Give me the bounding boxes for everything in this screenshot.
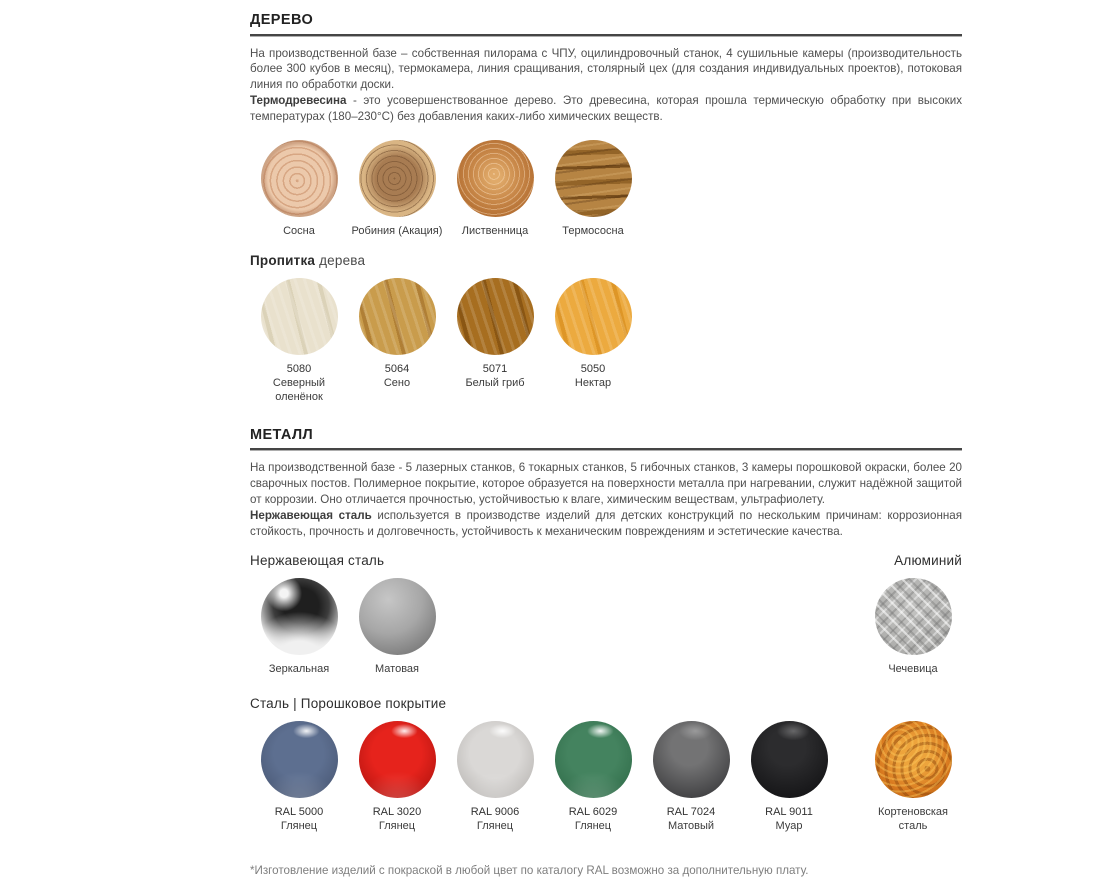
swatch-label	[447, 362, 543, 391]
swatch-label: Лиственница	[461, 224, 529, 237]
section-rule	[250, 34, 962, 37]
thermo-rest: - это усовершенствованное дерево. Это древесина, которая прошла термическую обработку при высоких температурах (180–230°C) без добавления каких-либо химических веществ.	[250, 94, 962, 123]
stain-name: Северный оленёнок	[272, 376, 326, 404]
stain-name: Сено	[383, 376, 411, 389]
wood-species-row	[250, 140, 962, 238]
metal-steel-text	[250, 508, 962, 540]
swatch-label	[251, 362, 347, 405]
ral-6029-sphere	[555, 721, 632, 798]
stain-5071-image	[457, 278, 534, 355]
ral-finish: Глянец	[378, 820, 416, 833]
stain-code: 5064	[384, 362, 410, 375]
swatch-label	[251, 805, 347, 834]
larch-cut-image	[457, 140, 534, 217]
corten-name-line1: Кортеновская	[878, 805, 948, 818]
corten-name-line2: сталь	[898, 820, 928, 833]
aluminum-swatch-lentil	[864, 578, 962, 676]
stain-code: 5071	[482, 362, 508, 375]
ral-code: RAL 5000	[274, 805, 324, 818]
stain-title-light: дерева	[315, 253, 366, 269]
ral-swatch-9006	[446, 721, 544, 834]
ral-code: RAL 9006	[470, 805, 520, 818]
wood-stain-row	[250, 278, 962, 405]
ral-swatch-3020	[348, 721, 446, 834]
section-rule	[250, 448, 962, 451]
metal-intro-text: На производственной базе - 5 лазерных станков, 6 токарных станков, 5 гибочных станков, 3 камеры порошковой окраски, более 20 сварочных постов. Полимерное покрытие, которое образуется на поверхности металла при нагревании, служит надёжной защитой от коррозии. Оно отличается прочностью, устойчивостью к влаге, химическим веществам, ультрафиолету.	[250, 461, 962, 506]
steel-bold-lead: Нержавеющая сталь	[250, 508, 372, 522]
swatch-label	[545, 805, 641, 834]
swatch-label: Чечевица	[888, 662, 938, 675]
pine-cut-image	[261, 140, 338, 217]
stain-swatch-5071	[446, 278, 544, 405]
stain-title-strong: Пропитка	[250, 253, 316, 269]
thermo-bold-lead: Термодревесина	[250, 94, 347, 108]
swatch-label: Термососна	[562, 224, 624, 237]
powder-section-title: Сталь | Порошковое покрытие	[250, 696, 447, 712]
ral-code: RAL 6029	[568, 805, 618, 818]
ral-swatch-6029	[544, 721, 642, 834]
ral-code: RAL 3020	[372, 805, 422, 818]
ral-finish: Матовый	[667, 820, 715, 833]
wood-swatch-pine	[250, 140, 348, 238]
corten-steel-image	[875, 721, 952, 798]
ral-swatch-5000	[250, 721, 348, 834]
swatch-label: Робиния (Акация)	[351, 224, 443, 237]
wood-thermo-text	[250, 93, 962, 125]
ral-code: RAL 9011	[765, 805, 813, 818]
steel-rest: используется в производстве изделий для детских конструкций по нескольким причинам: коррозионная стойкость, прочность и долговечность, устойчивость к механическим повреждениям и эстетические качества.	[250, 508, 962, 538]
stain-5064-image	[359, 278, 436, 355]
ral-finish: Глянец	[476, 820, 514, 833]
ral-9006-sphere	[457, 721, 534, 798]
ral-7024-sphere	[653, 721, 730, 798]
ral-9011-sphere	[751, 721, 828, 798]
swatch-label: Зеркальная	[268, 662, 330, 675]
swatch-label	[545, 362, 641, 391]
swatch-label	[741, 805, 837, 834]
ral-swatch-9011	[740, 721, 838, 834]
content-column	[250, 0, 962, 877]
stain-section-title	[250, 254, 962, 268]
ral-finish: Глянец	[280, 820, 318, 833]
wood-swatch-thermopine	[544, 140, 642, 238]
stain-code: 5050	[580, 362, 606, 375]
aluminum-title: Алюминий	[894, 553, 962, 569]
thermopine-grain-image	[555, 140, 632, 217]
ral-finish: Глянец	[574, 820, 612, 833]
stain-swatch-5050	[544, 278, 642, 405]
swatch-label	[349, 805, 445, 834]
swatch-label	[447, 805, 543, 834]
ral-code: RAL 7024	[666, 805, 716, 818]
swatch-label	[349, 362, 445, 391]
robinia-cut-image	[359, 140, 436, 217]
wood-swatch-robinia	[348, 140, 446, 238]
stain-5050-image	[555, 278, 632, 355]
diamond-plate-image	[875, 578, 952, 655]
ral-3020-sphere	[359, 721, 436, 798]
ral-footnote: *Изготовление изделий с покраской в любой цвет по каталогу RAL возможно за дополнительную плату.	[250, 864, 809, 878]
stainless-swatch-mirror	[250, 578, 348, 676]
stainless-title: Нержавеющая сталь	[250, 553, 385, 569]
stainless-aluminum-row	[250, 578, 962, 676]
stain-name: Белый гриб	[465, 376, 525, 389]
ral-5000-sphere	[261, 721, 338, 798]
row-spacer	[446, 578, 864, 676]
row-spacer	[838, 721, 864, 834]
stain-5080-image	[261, 278, 338, 355]
mirror-steel-image	[261, 578, 338, 655]
swatch-label	[865, 805, 961, 834]
corten-swatch	[864, 721, 962, 834]
wood-swatch-larch	[446, 140, 544, 238]
ral-swatch-7024	[642, 721, 740, 834]
powder-coating-row	[250, 721, 962, 834]
stain-name: Нектар	[574, 376, 612, 389]
section-title-metal: МЕТАЛЛ	[250, 426, 314, 443]
wood-intro-text: На производственной базе – собственная пилорама с ЧПУ, оцилиндровочный станок, 4 сушильные камеры (производительность более 300 кубов в месяц), термокамера, линия сращивания, столярный цех (для создания индивидуальных проектов), потоковая линия по обработки доски.	[250, 46, 962, 92]
ral-finish: Муар	[775, 820, 803, 833]
stainless-swatch-matte	[348, 578, 446, 676]
swatch-label: Сосна	[283, 224, 315, 237]
swatch-label	[643, 805, 739, 834]
section-title-wood: ДЕРЕВО	[250, 12, 314, 28]
metal-section	[250, 428, 962, 878]
matte-steel-image	[359, 578, 436, 655]
metal-subheads-row	[250, 554, 962, 568]
stain-swatch-5064	[348, 278, 446, 405]
swatch-label: Матовая	[375, 662, 419, 675]
stain-code: 5080	[286, 362, 312, 375]
stain-swatch-5080	[250, 278, 348, 405]
